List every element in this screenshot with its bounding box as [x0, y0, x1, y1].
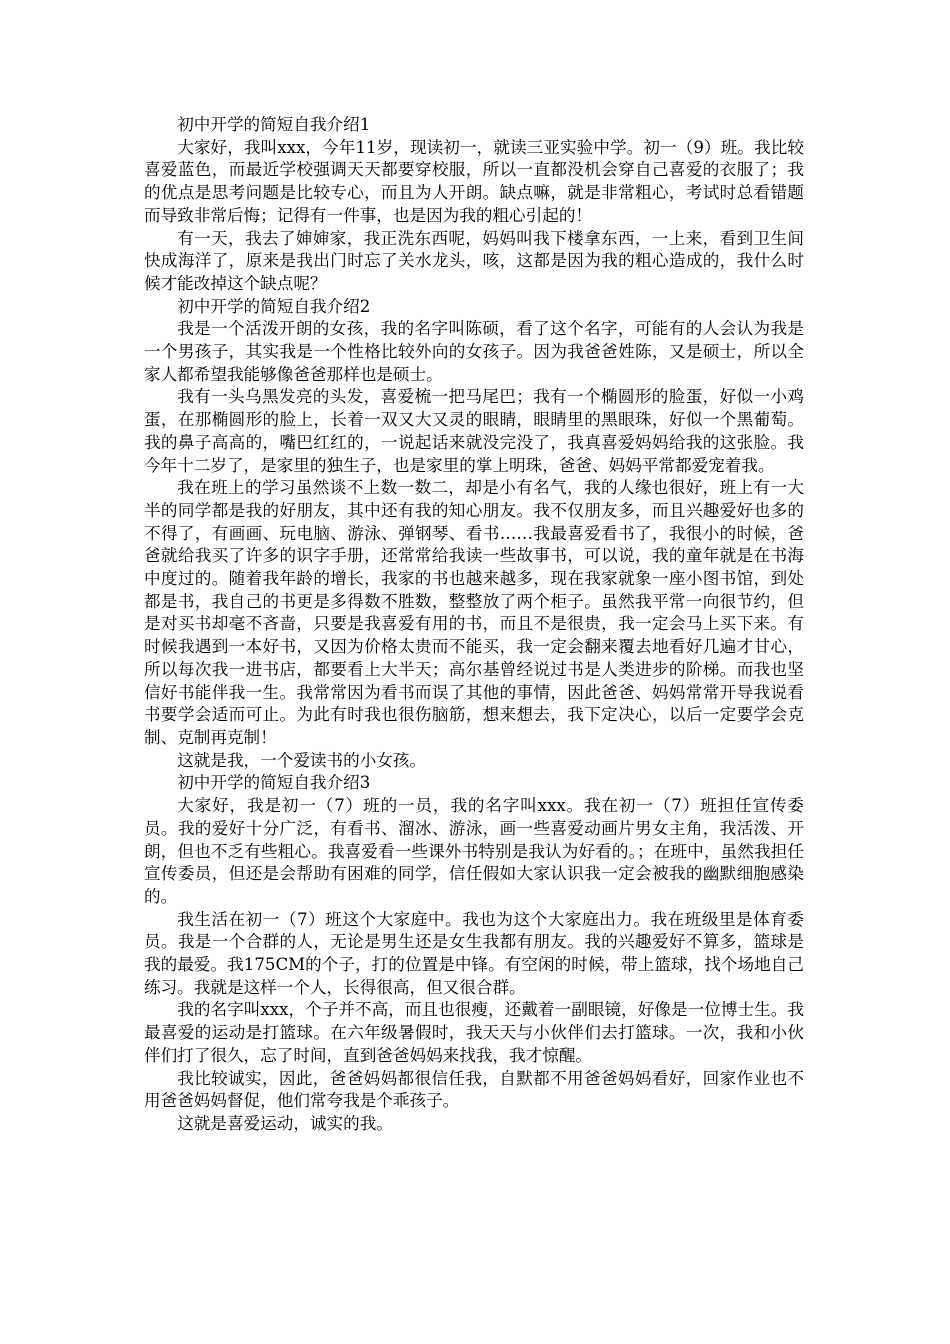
- section-title-2: 初中开学的简短自我介绍2: [177, 296, 371, 316]
- paragraph: 我的名字叫xxx，个子并不高，而且也很瘦，还戴着一副眼镜，好像是一位博士生。我最喜爱的运动是打篮球。在六年级暑假时，我天天与小伙伴们去打篮球。一次，我和小伙伴们打了很久，忘了时间，直到爸爸妈妈来找我，我才惊醒。: [144, 1000, 804, 1065]
- section-title-1: 初中开学的简短自我介绍1: [177, 115, 371, 134]
- paragraph: 这就是我，一个爱读书的小女孩。: [177, 750, 427, 770]
- paragraph: 有一天，我去了婶婶家，我正洗东西呢，妈妈叫我下楼拿东西，一上来，看到卫生间快成海洋了，原来是我出门时忘了关水龙头，咳，这都是因为我的粗心造成的，我什么时候才能改掉这个缺点呢？: [144, 228, 804, 293]
- paragraph: 这就是喜爱运动，诚实的我。: [177, 1113, 393, 1133]
- paragraph: 我是一个活泼开朗的女孩，我的名字叫陈硕，看了这个名字，可能有的人会认为我是一个男孩子，其实我是一个性格比较外向的女孩子。因为我爸爸姓陈，又是硕士，所以全家人都希望我能够像爸爸那样也是硕士。: [144, 319, 804, 384]
- paragraph: 我有一头乌黑发亮的头发，喜爱梳一把马尾巴；我有一个椭圆形的脸蛋，好似一小鸡蛋，在那椭圆形的脸上，长着一双又大又灵的眼睛，眼睛里的黑眼珠，好似一个黑葡萄。我的鼻子高高的，嘴巴红红的，一说起话来就没完没了，我真喜爱妈妈给我的这张脸。我今年十二岁了，是家里的独生子，也是家里的掌上明珠，爸爸、妈妈平常都爱宠着我。: [144, 387, 804, 475]
- paragraph: 我比较诚实，因此，爸爸妈妈都很信任我，自默都不用爸爸妈妈看好，回家作业也不用爸爸妈妈督促，他们常夸我是个乖孩子。: [144, 1068, 804, 1111]
- paragraph: 我生活在初一（7）班这个大家庭中。我也为这个大家庭出力。我在班级里是体育委员。我是一个合群的人，无论是男生还是女生我都有朋友。我的兴趣爱好不算多，篮球是我的最爱。我175CM的个子，打的位置是中锋。有空闲的时候，带上篮球，找个场地自己练习。我就是这样一个人，长得很高，但又很合群。: [144, 909, 804, 997]
- section-title-3: 初中开学的简短自我介绍3: [177, 773, 371, 793]
- paragraph: 大家好，我叫xxx，今年11岁，现读初一，就读三亚实验中学。初一（9）班。我比较喜爱蓝色，而最近学校强调天天都要穿校服，所以一直都没机会穿自己喜爱的衣服了；我的优点是思考问题是比较专心，而且为人开朗。缺点嘛，就是非常粗心，考试时总看错题而导致非常后悔；记得有一件事，也是因为我的粗心引起的！: [144, 137, 804, 225]
- paragraph: 我在班上的学习虽然谈不上数一数二，却是小有名气，我的人缘也很好，班上有一大半的同学都是我的好朋友，其中还有我的知心朋友。我不仅朋友多，而且兴趣爱好也多的不得了，有画画、玩电脑、游泳、弹钢琴、看书……我最喜爱看书了，我很小的时候，爸爸就给我买了许多的识字手册，还常常给我读一些故事书，可以说，我的童年就是在书海中度过的。随着我年龄的增长，我家的书也越来越多，现在我家就象一座小图书馆，到处都是书，我自己的书更是多得数不胜数，整整放了两个柜子。虽然我平常一向很节约，但是对买书却毫不吝啬，只要是我喜爱有用的书，而且不是很贵，我一定会马上买下来。有时候我遇到一本好书，又因为价格太贵而不能买，我一定会翻来覆去地看好几遍才甘心，所以每次我一进书店，都要看上大半天；高尔基曾经说过书是人类进步的阶梯。而我也坚信好书能伴我一生。我常常因为看书而误了其他的事情，因此爸爸、妈妈常常开导我说看书要学会适而可止。为此有时我也很伤脑筋，想来想去，我下定决心，以后一定要学会克制、克制再克制！: [144, 478, 804, 747]
- document-body: [144, 114, 804, 1136]
- paragraph: 大家好，我是初一（7）班的一员，我的名字叫xxx。我在初一（7）班担任宣传委员。我的爱好十分广泛，有看书、溜冰、游泳，画一些喜爱动画片男女主角，我活泼、开朗，但也不乏有些粗心。我喜爱看一些课外书特别是我认为好看的。；在班中，虽然我担任宣传委员，但还是会帮助有困难的同学，信任假如大家认识我一定会被我的幽默细胞感染的。: [144, 796, 804, 906]
